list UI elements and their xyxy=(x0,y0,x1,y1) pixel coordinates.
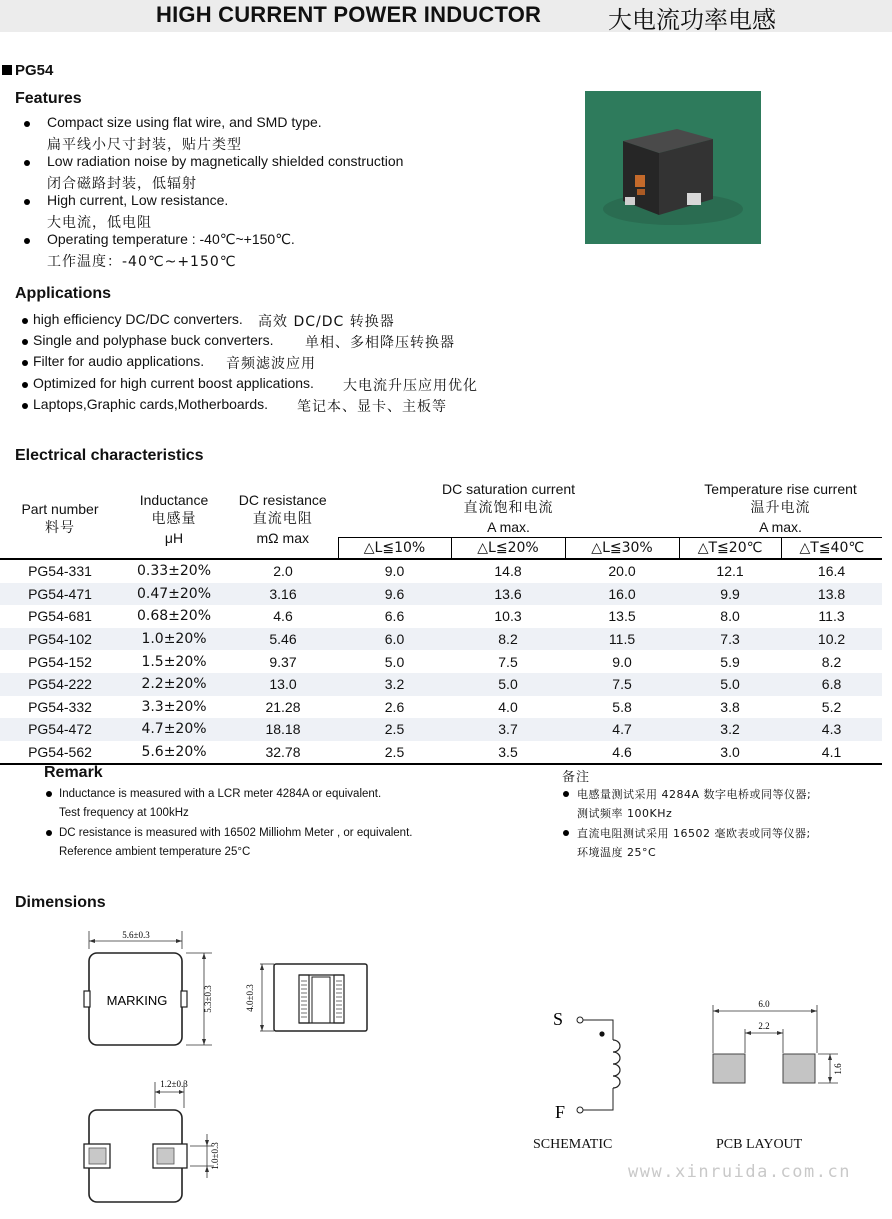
schematic-drawing xyxy=(540,1000,640,1130)
cell-sat-10: 2.6 xyxy=(384,698,405,715)
cell-sat-20: 3.5 xyxy=(498,744,518,761)
cell-temp-20: 5.0 xyxy=(679,673,781,696)
dim-pad-w-label: 1.2±0.3 xyxy=(160,1079,188,1089)
page-title-en: HIGH CURRENT POWER INDUCTOR xyxy=(156,2,542,27)
page-title-cn: 大电流功率电感 xyxy=(608,6,776,34)
pcb-total-label: 6.0 xyxy=(758,999,770,1009)
cell-part: PG54-681 xyxy=(28,608,92,625)
col-dcr-en: DC resistance xyxy=(238,491,327,508)
col-inductance-unit: μH xyxy=(164,529,184,546)
cell-sat-10: 3.2 xyxy=(338,673,451,696)
col-inductance-header xyxy=(120,480,228,559)
table-row xyxy=(0,673,882,696)
col-temp-20: △T≦20℃ xyxy=(679,538,781,560)
dim-width-label: 5.6±0.3 xyxy=(122,930,150,940)
remark-en-line: DC resistance is measured with 16502 Milliohm Meter , or equivalent. xyxy=(59,827,413,839)
remark-cn-line: 直流电阻测试采用 16502 毫欧表或同等仪器; xyxy=(577,827,811,840)
cell-dcr: 5.46 xyxy=(228,628,338,651)
cell-inductance: 3.3±20% xyxy=(141,698,207,715)
col-dcr-unit: mΩ max xyxy=(256,529,309,546)
cell-dcr: 4.6 xyxy=(273,608,293,625)
cell-temp-20: 9.9 xyxy=(679,583,781,606)
cell-dcr: 32.78 xyxy=(265,744,301,761)
cell-part: PG54-331 xyxy=(28,563,92,580)
col-part-cn: 料号 xyxy=(45,520,75,536)
website-watermark: www.xinruida.com.cn xyxy=(628,1162,851,1182)
model-name: PG54 xyxy=(15,62,54,79)
bullet-icon xyxy=(22,403,28,409)
cell-temp-20: 3.8 xyxy=(720,698,740,715)
col-sat-cn: 直流饱和电流 xyxy=(463,500,554,516)
cell-dcr: 18.18 xyxy=(228,718,338,741)
dim-height-label: 4.0±0.3 xyxy=(245,984,255,1012)
col-temp-40: △T≦40℃ xyxy=(781,538,882,560)
col-dcr-header xyxy=(228,480,338,559)
cell-sat-20: 13.6 xyxy=(451,583,565,606)
electrical-table-body xyxy=(0,559,882,764)
remark-en-line: Reference ambient temperature 25°C xyxy=(59,846,251,858)
cell-temp-40: 4.3 xyxy=(781,718,882,741)
cell-sat-20: 5.0 xyxy=(451,673,565,696)
application-cn: 音频滤波应用 xyxy=(226,356,316,372)
bullet-icon xyxy=(22,339,28,345)
electrical-table xyxy=(0,480,882,765)
product-photo xyxy=(585,91,761,244)
remark-heading-cn: 备注 xyxy=(562,770,591,785)
bullet-icon xyxy=(24,160,30,166)
col-part-en: Part number xyxy=(21,501,99,517)
table-row xyxy=(0,696,882,719)
feature-cn: 扁平线小尺寸封装，贴片类型 xyxy=(47,137,242,153)
remark-en-line: Test frequency at 100kHz xyxy=(59,807,189,819)
application-cn: 笔记本、显卡、主板等 xyxy=(297,399,447,415)
cell-dcr: 2.0 xyxy=(273,563,293,580)
cell-sat-20: 3.7 xyxy=(451,718,565,741)
feature-en: High current, Low resistance. xyxy=(47,192,229,208)
bullet-icon xyxy=(24,121,30,127)
cell-temp-40: 16.4 xyxy=(817,563,846,580)
cell-inductance: 0.68±20% xyxy=(136,608,212,625)
terminal-f-label: F xyxy=(554,1102,566,1122)
cell-temp-20: 3.0 xyxy=(720,744,740,761)
bullet-icon xyxy=(22,382,28,388)
cell-sat-30: 4.6 xyxy=(612,744,632,761)
bullet-icon xyxy=(46,830,52,836)
cell-sat-10: 9.6 xyxy=(338,583,451,606)
cell-inductance: 0.33±20% xyxy=(136,563,212,580)
bullet-icon xyxy=(46,791,52,797)
application-en: high efficiency DC/DC converters. xyxy=(33,311,243,327)
application-en: Laptops,Graphic cards,Motherboards. xyxy=(33,396,269,412)
dimensions-heading: Dimensions xyxy=(15,894,106,911)
cell-sat-30: 11.5 xyxy=(565,628,679,651)
dim-length-label: 5.3±0.3 xyxy=(203,985,213,1013)
cell-part: PG54-472 xyxy=(0,718,120,741)
feature-en: Low radiation noise by magnetically shielded construction xyxy=(47,153,404,169)
features-heading: Features xyxy=(15,90,82,107)
table-row xyxy=(0,605,882,628)
col-sat-30: △L≦30% xyxy=(565,538,679,560)
application-en: Filter for audio applications. xyxy=(33,353,205,369)
cell-sat-10: 2.5 xyxy=(384,744,405,761)
cell-inductance: 1.0±20% xyxy=(120,628,228,651)
cell-inductance: 2.2±20% xyxy=(120,673,228,696)
cell-temp-40: 13.8 xyxy=(781,583,882,606)
terminal-s-label: S xyxy=(552,1009,564,1029)
application-cn: 大电流升压应用优化 xyxy=(343,378,478,394)
cell-temp-20: 3.2 xyxy=(679,718,781,741)
application-cn: 单相、多相降压转换器 xyxy=(305,335,455,351)
cell-sat-10: 5.0 xyxy=(384,653,405,670)
remark-cn-line: 环境温度 25°C xyxy=(577,846,657,859)
bullet-icon xyxy=(24,238,30,244)
col-sat-20: △L≦20% xyxy=(451,538,565,560)
cell-temp-20: 7.3 xyxy=(679,628,781,651)
table-row xyxy=(0,718,882,741)
feature-cn: 大电流，低电阻 xyxy=(47,215,152,231)
cell-part: PG54-102 xyxy=(0,628,120,651)
bottom-view-drawing xyxy=(80,1070,240,1205)
cell-sat-30: 9.0 xyxy=(612,653,632,670)
cell-temp-40: 8.2 xyxy=(821,653,842,670)
cell-sat-30: 7.5 xyxy=(565,673,679,696)
cell-sat-20: 7.5 xyxy=(498,653,518,670)
cell-temp-40: 4.1 xyxy=(821,744,842,761)
table-row xyxy=(0,650,882,673)
cell-inductance: 5.6±20% xyxy=(141,744,207,761)
cell-sat-30: 4.7 xyxy=(565,718,679,741)
cell-sat-10: 2.5 xyxy=(338,718,451,741)
cell-part: PG54-222 xyxy=(0,673,120,696)
remark-heading-en: Remark xyxy=(44,764,103,781)
cell-inductance: 1.5±20% xyxy=(141,653,207,670)
cell-dcr: 3.16 xyxy=(228,583,338,606)
cell-part: PG54-332 xyxy=(28,698,92,715)
cell-dcr: 13.0 xyxy=(228,673,338,696)
cell-sat-30: 16.0 xyxy=(565,583,679,606)
cell-sat-20: 10.3 xyxy=(494,608,522,625)
cell-dcr: 9.37 xyxy=(269,653,297,670)
square-bullet-icon xyxy=(2,65,12,75)
table-row xyxy=(0,559,882,583)
bullet-icon xyxy=(22,360,28,366)
application-cn: 高效 DC/DC 转换器 xyxy=(258,314,395,330)
cell-part: PG54-152 xyxy=(28,653,92,670)
remark-cn-line: 电感量测试采用 4284A 数字电桥或同等仪器; xyxy=(577,788,812,801)
cell-sat-30: 20.0 xyxy=(608,563,636,580)
pcb-layout-drawing xyxy=(700,995,850,1095)
col-sat-header xyxy=(338,480,679,538)
col-sat-10: △L≦10% xyxy=(338,538,451,560)
feature-en: Compact size using flat wire, and SMD type. xyxy=(47,114,322,130)
cell-sat-20: 8.2 xyxy=(451,628,565,651)
cell-sat-30: 13.5 xyxy=(608,608,636,625)
cell-inductance: 0.47±20% xyxy=(120,583,228,606)
col-part-header xyxy=(0,480,120,559)
electrical-heading: Electrical characteristics xyxy=(15,447,204,464)
remark-en-line: Inductance is measured with a LCR meter 4284A or equivalent. xyxy=(59,788,382,800)
inductor-image-icon xyxy=(585,91,761,244)
marking-label: MARKING xyxy=(106,993,168,1008)
cell-temp-20: 12.1 xyxy=(716,563,744,580)
top-view-drawing xyxy=(80,925,230,1055)
remark-cn-line: 测试频率 100KHz xyxy=(577,807,673,820)
cell-temp-20: 5.9 xyxy=(720,653,740,670)
col-temp-en: Temperature rise current xyxy=(704,481,857,497)
cell-sat-10: 6.6 xyxy=(384,608,405,625)
application-en: Single and polyphase buck converters. xyxy=(33,332,274,348)
cell-temp-40: 10.2 xyxy=(781,628,882,651)
cell-part: PG54-471 xyxy=(0,583,120,606)
application-en: Optimized for high current boost applications. xyxy=(33,375,314,391)
side-view-drawing xyxy=(240,955,380,1040)
table-row xyxy=(0,628,882,651)
table-row xyxy=(0,583,882,606)
schematic-caption: SCHEMATIC xyxy=(533,1137,613,1152)
col-sat-en: DC saturation current xyxy=(441,481,576,497)
cell-sat-20: 14.8 xyxy=(494,563,522,580)
col-temp-header xyxy=(679,480,882,538)
col-inductance-en: Inductance xyxy=(139,491,209,508)
feature-cn: 工作温度：-40℃~+150℃ xyxy=(47,254,237,270)
cell-inductance: 4.7±20% xyxy=(120,718,228,741)
pcb-pad-label: 1.6 xyxy=(833,1063,843,1075)
pcb-gap-label: 2.2 xyxy=(758,1021,770,1031)
feature-cn: 闭合磁路封装，低辐射 xyxy=(47,176,197,192)
bullet-icon xyxy=(22,318,28,324)
col-inductance-cn: 电感量 xyxy=(151,510,197,527)
dim-pad-h-label: 1.0±0.3 xyxy=(210,1142,220,1170)
bullet-icon xyxy=(563,830,569,836)
col-sat-unit: A max. xyxy=(487,519,530,535)
cell-temp-20: 8.0 xyxy=(720,608,740,625)
pcb-layout-caption: PCB LAYOUT xyxy=(716,1137,803,1152)
cell-temp-40: 11.3 xyxy=(818,608,845,625)
cell-temp-40: 5.2 xyxy=(821,698,842,715)
feature-en: Operating temperature : -40℃~+150℃. xyxy=(47,231,295,247)
bullet-icon xyxy=(563,791,569,797)
cell-sat-10: 6.0 xyxy=(338,628,451,651)
cell-sat-10: 9.0 xyxy=(384,563,405,580)
table-row xyxy=(0,741,882,765)
cell-dcr: 21.28 xyxy=(265,698,301,715)
cell-sat-30: 5.8 xyxy=(612,698,632,715)
cell-part: PG54-562 xyxy=(28,744,92,761)
cell-temp-40: 6.8 xyxy=(781,673,882,696)
bullet-icon xyxy=(24,199,30,205)
col-temp-cn: 温升电流 xyxy=(750,500,811,516)
applications-heading: Applications xyxy=(15,285,112,302)
cell-sat-20: 4.0 xyxy=(498,698,518,715)
col-temp-unit: A max. xyxy=(759,519,802,535)
col-dcr-cn: 直流电阻 xyxy=(252,510,313,527)
